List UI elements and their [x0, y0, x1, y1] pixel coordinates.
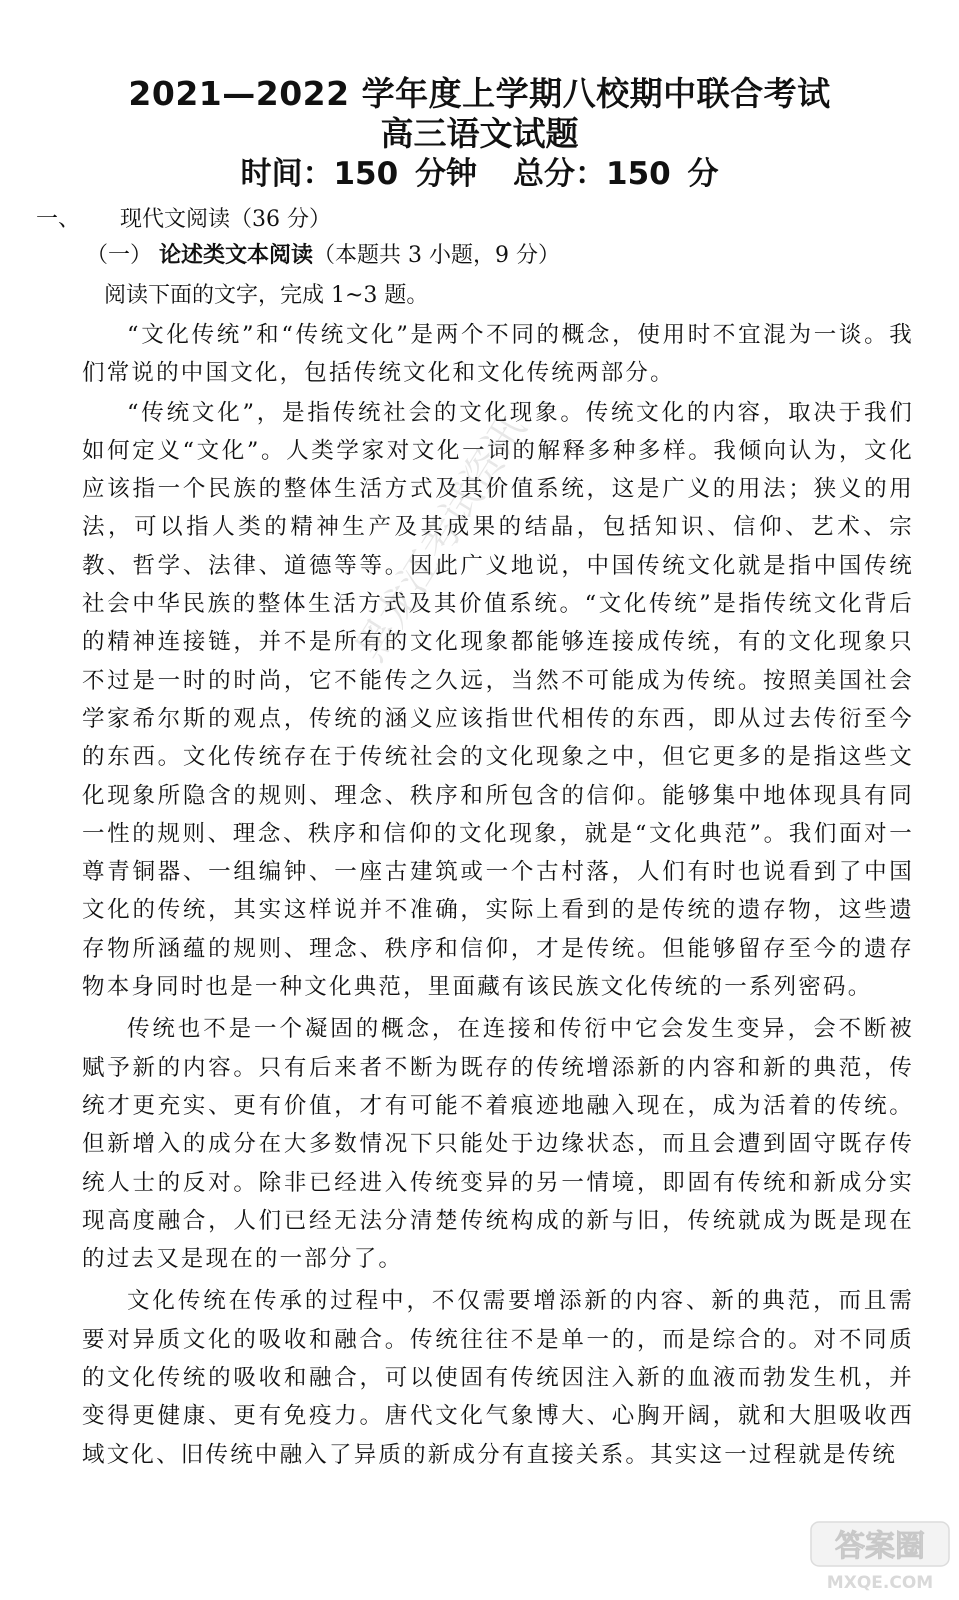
- exam-header: [0, 74, 959, 194]
- section-number: 一、: [36, 207, 81, 232]
- passage-paragraph: “文化传统”和“传统文化”是两个不同的概念，使用时不宜混为一谈。我们常说的中国文化，包括传统文化和文化传统两部分。: [82, 322, 914, 387]
- section-heading: [36, 202, 331, 238]
- logo-site: MXQE.COM: [826, 1573, 934, 1593]
- section-title: 现代文阅读（36 分）: [120, 207, 331, 232]
- subsection-note: （本题共 3 小题，9 分）: [313, 243, 561, 268]
- subsection-title: 论述类文本阅读: [159, 243, 314, 268]
- subsection-heading: [86, 238, 560, 274]
- subsection-number: （一）: [86, 243, 153, 268]
- score-label: 总分：150 分: [513, 156, 719, 192]
- subject-title: 高三语文试题: [380, 114, 579, 153]
- reading-instruction: 阅读下面的文字，完成 1~3 题。: [104, 283, 429, 308]
- passage-paragraph: 传统也不是一个凝固的概念，在连接和传衍中它会发生变异，会不断被赋予新的内容。只有后来者不断为既存的传统增添新的内容和新的典范，传统才更充实、更有价值，才有可能不着痕迹地融入现在，成为活着的传统。但新增入的成分在大多数情况下只能处于边缘状态，而且会遭到固守既存传统人士的反对。除非已经进入传统变异的另一情境，即固有传统和新成分实现高度融合，人们已经无法分清楚传统构成的新与旧，传统就成为既是现在的过去又是现在的一部分了。: [82, 1016, 914, 1273]
- watermark-text: 黑龙江考试资讯: [347, 407, 536, 670]
- time-label: 时间：150 分钟: [240, 156, 477, 192]
- passage-paragraph: “传统文化”，是指传统社会的文化现象。传统文化的内容，取决于我们如何定义“文化”。人类学家对文化一词的解释多种多样。我倾向认为，文化应该指一个民族的整体生活方式及其价值系统，这是广义的用法；狭义的用法，可以指人类的精神生产及其成果的结晶，包括知识、信仰、艺术、宗教、哲学、法律、道德等等。因此广义地说，中国传统文化就是指中国传统社会中华民族的整体生活方式及其价值系统。“文化传统”是指传统文化背后的精神连接链，并不是所有的文化现象都能够连接成传统，有的文化现象只不过是一时的时尚，它不能传之久远，当然不可能成为传统。按照美国社会学家希尔斯的观点，传统的涵义应该指世代相传的东西，即从过去传衍至今的东西。文化传统存在于传统社会的文化现象之中，但它更多的是指这些文化现象所隐含的规则、理念、秩序和所包含的信仰。能够集中地体现具有同一性的规则、理念、秩序和信仰的文化现象，就是“文化典范”。我们面对一尊青铜器、一组编钟、一座古建筑或一个古村落，人们有时也说看到了中国文化的传统，其实这样说并不准确，实际上看到的是传统的遗存物，这些遗存物所涵蕴的规则、理念、秩序和信仰，才是传统。但能够留存至今的遗存物本身同时也是一种文化典范，里面藏有该民族文化传统的一系列密码。: [82, 399, 914, 1001]
- site-logo: [805, 1518, 955, 1594]
- reading-passage: [82, 316, 914, 1474]
- exam-title: 2021—2022 学年度上学期八校期中联合考试: [128, 74, 831, 113]
- time-score-line: [0, 154, 959, 194]
- logo-glyphs: 答案圈: [835, 1529, 925, 1564]
- passage-paragraph: 文化传统在传承的过程中，不仅需要增添新的内容、新的典范，而且需要对异质文化的吸收和融合。传统往往不是单一的，而是综合的。对不同质的文化传统的吸收和融合，可以使固有传统因注入新的血液而勃发生机，并变得更健康、更有免疫力。唐代文化气象博大、心胸开阔，就和大胆吸收西域文化、旧传统中融入了异质的新成分有直接关系。其实这一过程就是传统: [82, 1288, 914, 1468]
